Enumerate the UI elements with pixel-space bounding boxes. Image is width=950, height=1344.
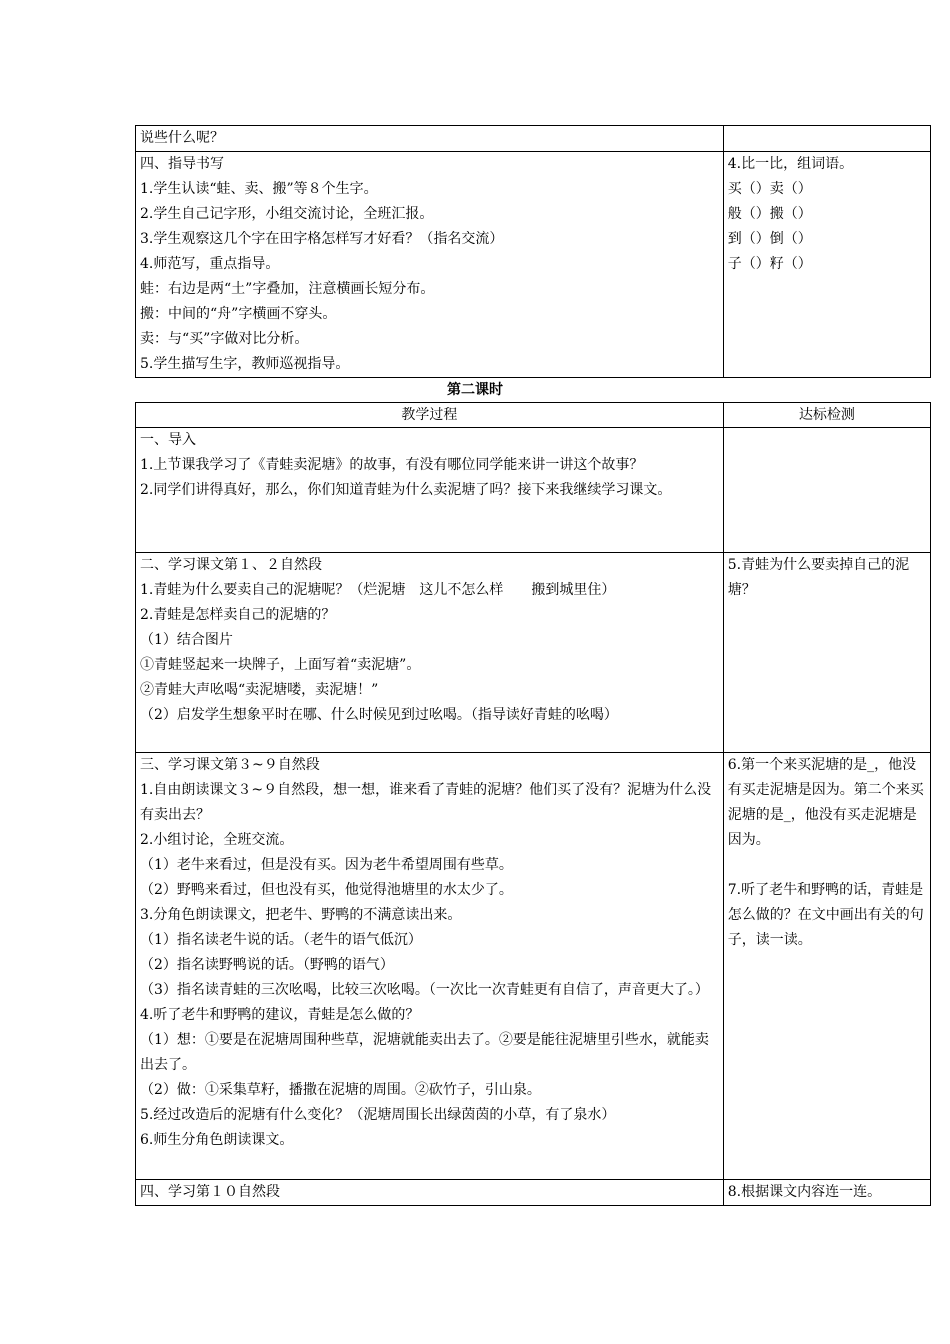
exercise-text: 7.听了老牛和野鸭的话，青蛙是怎么做的？在文中画出有关的句子，读一读。	[727, 882, 924, 948]
exercise-text: 8.根据课文内容连一连。	[727, 1184, 882, 1200]
text-paragraph: 2.同学们讲得真好，那么，你们知道青蛙为什么卖泥塘了吗？接下来我继续学习课文。	[140, 482, 672, 498]
process-cell	[136, 126, 724, 152]
section-heading: 一、导入	[140, 432, 196, 448]
text-line: ①青蛙竖起来一块牌子，上面写着“卖泥塘”。	[140, 657, 421, 673]
text-line: 1.青蛙为什么要卖自己的泥塘呢？（烂泥塘 这儿不怎么样 搬到城里住）	[140, 582, 616, 598]
text-paragraph: 1.上节课我学习了《青蛙卖泥塘》的故事，有没有哪位同学能来讲一讲这个故事？	[140, 457, 644, 473]
text-line: （1）老牛来看过，但是没有买。因为老牛希望周围有些草。	[140, 857, 513, 873]
column-header-process: 教学过程	[136, 403, 724, 428]
process-cell	[136, 1180, 724, 1206]
check-cell	[723, 152, 930, 378]
section-heading: 二、学习课文第１、２自然段	[140, 557, 322, 573]
exercise-text: 买（）卖（）	[727, 181, 812, 197]
text-line: 5.经过改造后的泥塘有什么变化？（泥塘周围长出绿茵茵的小草，有了泉水）	[140, 1107, 616, 1123]
text-line: 4.师范写，重点指导。	[140, 256, 280, 272]
text-line: 蛙：右边是两“土”字叠加，注意横画长短分布。	[140, 281, 435, 297]
text-line: （2）做：①采集草籽，播撒在泥塘的周围。②砍竹子，引山泉。	[140, 1082, 541, 1098]
text-line: 2.小组讨论，全班交流。	[140, 832, 294, 848]
check-cell	[723, 553, 930, 753]
text-line: 4.听了老牛和野鸭的建议，青蛙是怎么做的？	[140, 1007, 420, 1023]
text-line: 1.学生认读“蛙、卖、搬”等８个生字。	[140, 181, 378, 197]
process-cell	[136, 152, 724, 378]
process-cell	[136, 753, 724, 1180]
text-paragraph: （1）想：①要是在泥塘周围种些草，泥塘就能卖出去了。②要是能往泥塘里引些水，就能卖出去了。	[140, 1032, 709, 1073]
lesson-table-part1	[135, 125, 931, 378]
section-heading: 四、学习第１０自然段	[140, 1184, 280, 1200]
exercise-text: 子（）籽（）	[727, 256, 812, 272]
exercise-text: 4.比一比，组词语。	[727, 156, 854, 172]
text-paragraph: （2）启发学生想象平时在哪、什么时候见到过吆喝。（指导读好青蛙的吆喝）	[140, 707, 618, 723]
text-paragraph: 1.自由朗读课文３~９自然段，想一想，谁来看了青蛙的泥塘？他们买了没有？泥塘为什么没有卖出去？	[140, 782, 712, 823]
text-line: ②青蛙大声吆喝“卖泥塘喽，卖泥塘！”	[140, 682, 379, 698]
check-cell	[723, 126, 930, 152]
table-row	[136, 152, 931, 378]
text-line: （2）野鸭来看过，但也没有买，他觉得池塘里的水太少了。	[140, 882, 513, 898]
text-line: 2.青蛙是怎样卖自己的泥塘的？	[140, 607, 336, 623]
text-line: （1）指名读老牛说的话。（老牛的语气低沉）	[140, 932, 422, 948]
text-line: （1）结合图片	[140, 632, 233, 648]
text-line: 2.学生自己记字形，小组交流讨论，全班汇报。	[140, 206, 434, 222]
exercise-text: 5.青蛙为什么要卖掉自己的泥塘？	[727, 557, 910, 598]
exercise-text: 到（）倒（）	[727, 231, 812, 247]
text-paragraph: （3）指名读青蛙的三次吆喝，比较三次吆喝。（一次比一次青蛙更有自信了，声音更大了。）	[140, 982, 709, 998]
check-cell	[723, 753, 930, 1180]
section-heading: 三、学习课文第３~９自然段	[140, 757, 320, 773]
section-title: 第二课时	[447, 382, 503, 398]
lesson-table-part2	[135, 402, 931, 1206]
process-cell	[136, 553, 724, 753]
table-row	[136, 753, 931, 1180]
text-line: 卖：与“买”字做对比分析。	[140, 331, 309, 347]
section-heading: 四、指导书写	[140, 156, 224, 172]
text-line: 说些什么呢？	[140, 130, 224, 146]
text-line: （2）指名读野鸭说的话。（野鸭的语气）	[140, 957, 394, 973]
table-row	[136, 126, 931, 152]
check-cell	[723, 1180, 930, 1206]
table-row	[136, 428, 931, 553]
process-cell	[136, 428, 724, 553]
text-line: 3.学生观察这几个字在田字格怎样写才好看？（指名交流）	[140, 231, 504, 247]
text-line: 5.学生描写生字，教师巡视指导。	[140, 356, 350, 372]
exercise-text: 6.第一个来买泥塘的是_，他没有买走泥塘是因为。第二个来买泥塘的是_，他没有买走泥塘是因为。	[727, 757, 924, 848]
table-header-row	[136, 403, 931, 428]
text-line: 6.师生分角色朗读课文。	[140, 1132, 294, 1148]
column-header-check: 达标检测	[723, 403, 930, 428]
check-cell	[723, 428, 930, 553]
text-line: 3.分角色朗读课文，把老牛、野鸭的不满意读出来。	[140, 907, 462, 923]
table-row	[136, 1180, 931, 1206]
table-row	[136, 553, 931, 753]
exercise-text: 般（）搬（）	[727, 206, 812, 222]
spacer	[728, 853, 926, 878]
text-line: 搬：中间的“舟”字横画不穿头。	[140, 306, 337, 322]
